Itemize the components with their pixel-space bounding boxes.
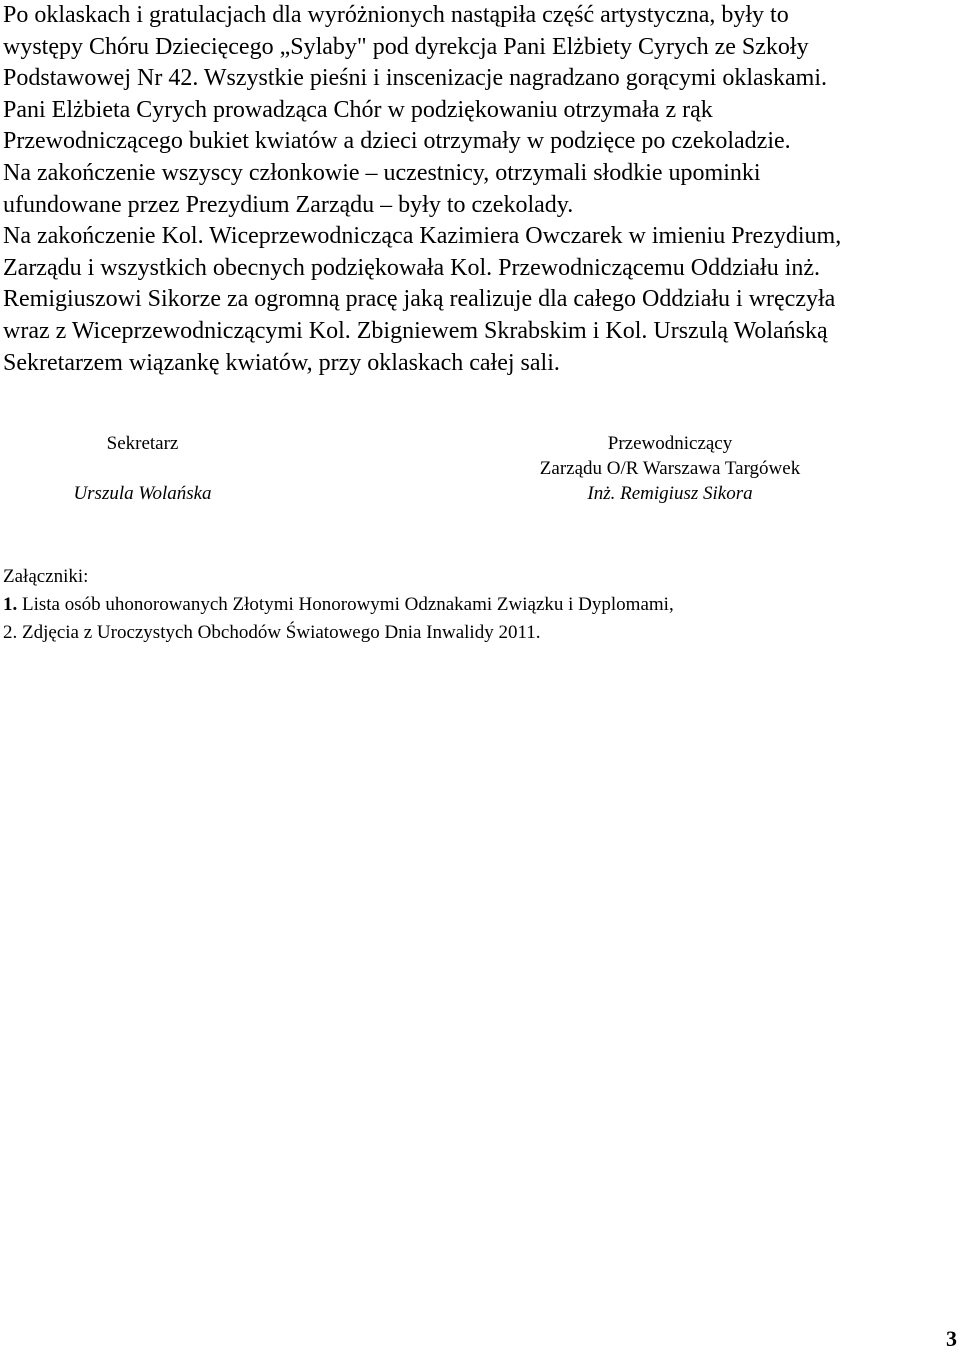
paragraph-line: Zarządu i wszystkich obecnych podziękowała Kol. Przewodniczącemu Oddziału inż.	[3, 254, 821, 281]
attachment-text: Lista osób uhonorowanych Złotymi Honorowymi Odznakami Związku i Dyplomami,	[17, 594, 674, 615]
attachment-item	[3, 591, 674, 619]
paragraph-line: Podstawowej Nr 42. Wszystkie pieśni i inscenizacje nagradzano gorącymi oklaskami.	[3, 65, 827, 92]
paragraph-line: ufundowane przez Prezydium Zarządu – były to czekolady.	[3, 191, 574, 218]
paragraph-line: Po oklaskach i gratulacjach dla wyróżnionych nastąpiła część artystyczna, były to	[3, 2, 789, 28]
paragraph-line: występy Chóru Dziecięcego „Sylaby" pod dyrekcja Pani Elżbiety Cyrych ze Szkoły	[3, 33, 809, 60]
attachments-list	[3, 563, 674, 647]
attachment-item	[3, 619, 674, 647]
secretary-signature-block	[40, 431, 245, 506]
paragraph-line: Pani Elżbieta Cyrych prowadząca Chór w podziękowaniu otrzymała z rąk	[3, 96, 713, 123]
page-number: 3	[946, 1326, 957, 1351]
attachment-number: 1.	[3, 594, 18, 615]
paragraph-line: wraz z Wiceprzewodniczącymi Kol. Zbigniewem Skrabskim i Kol. Urszulą Wolańską	[3, 317, 828, 344]
attachment-number: 2.	[3, 622, 18, 643]
attachment-text: Zdjęcia z Uroczystych Obchodów Światowego Dnia Inwalidy 2011.	[17, 622, 541, 643]
chairman-role: Przewodniczący	[607, 433, 733, 454]
secretary-role: Sekretarz	[106, 433, 179, 454]
paragraph-line: Sekretarzem wiązankę kwiatów, przy oklaskach całej sali.	[3, 349, 560, 376]
secretary-name: Urszula Wolańska	[73, 483, 212, 504]
report-paragraph	[3, 0, 958, 379]
attachments-heading: Załączniki:	[3, 566, 89, 587]
chairman-signature-block	[500, 431, 840, 506]
chairman-name: Inż. Remigiusz Sikora	[587, 483, 753, 504]
chairman-unit: Zarządu O/R Warszawa Targówek	[539, 458, 801, 479]
paragraph-line: Na zakończenie Kol. Wiceprzewodnicząca Kazimiera Owczarek w imieniu Prezydium,	[3, 223, 842, 250]
paragraph-line: Przewodniczącego bukiet kwiatów a dzieci otrzymały w podzięce po czekoladzie.	[3, 128, 791, 155]
paragraph-line: Remigiuszowi Sikorze za ogromną pracę jaką realizuje dla całego Oddziału i wręczyła	[3, 286, 836, 313]
paragraph-line: Na zakończenie wszyscy członkowie – uczestnicy, otrzymali słodkie upominki	[3, 159, 761, 186]
